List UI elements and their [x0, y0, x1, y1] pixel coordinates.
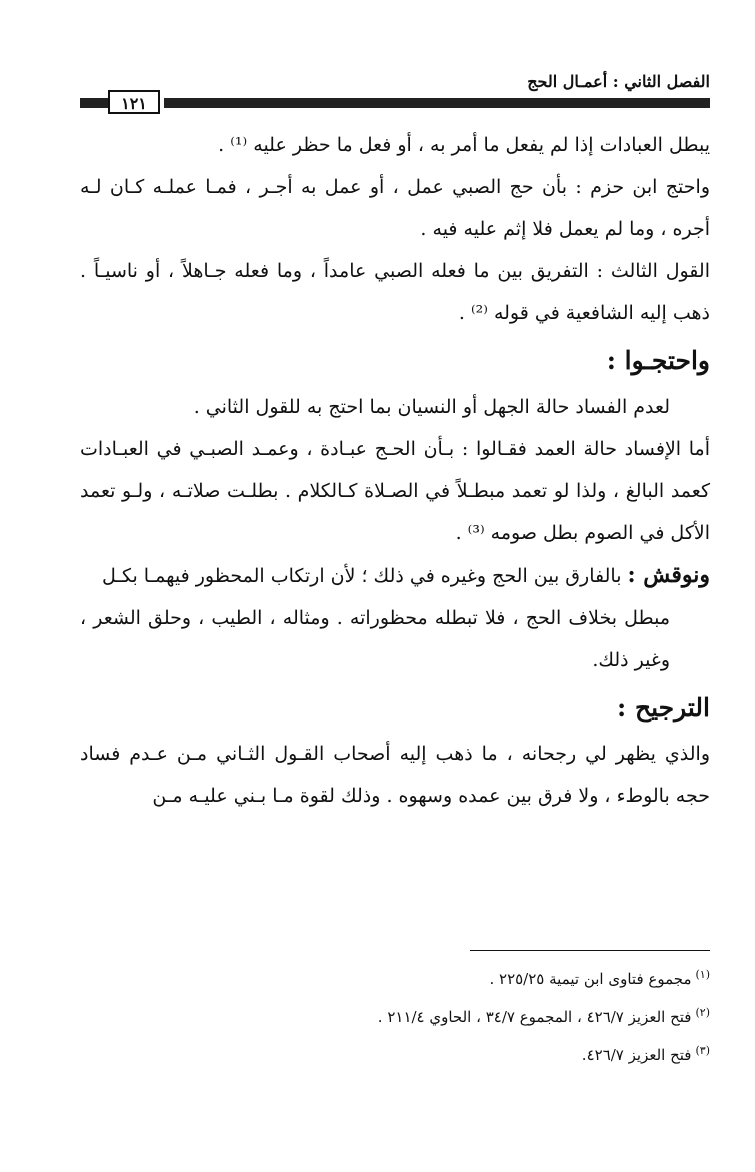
footnote-number: (١): [695, 968, 710, 981]
page-number: ١٢١: [108, 90, 160, 114]
section-heading: واحتجـوا :: [606, 346, 710, 375]
paragraph: واحتج ابن حزم : بأن حج الصبي عمل ، أو عمل به أجـر ، فمـا عملـه كـان لـه أجره ، وما لم يعمل فلا إثم عليه فيه .: [80, 176, 710, 240]
paragraph-lead: ونوقش :: [627, 562, 710, 588]
footnote: [200, 1034, 710, 1072]
footnote-divider: [470, 950, 710, 951]
paragraph: القول الثالث : التفريق بين ما فعله الصبي عامداً ، وما فعله جـاهلاً ، أو ناسيـاً . ذهب إليه الشافعية في قوله ⁽²⁾ .: [80, 260, 710, 324]
footnote-text: مجموع فتاوى ابن تيمية ٢٢٥/٢٥ .: [489, 970, 692, 988]
footnote-text: فتح العزيز ٤٢٦/٧ ، المجموع ٣٤/٧ ، الحاوي ٢١١/٤ .: [377, 1008, 692, 1026]
footnote: [200, 996, 710, 1034]
paragraph: مبطل بخلاف الحج ، فلا تبطله محظوراته . ومثاله ، الطيب ، وحلق الشعر ، وغير ذلك.: [80, 607, 670, 671]
paragraph-text: بالفارق بين الحج وغيره في ذلك ؛ لأن ارتكاب المحظور فيهمـا بكـل: [102, 565, 628, 587]
header-rule: [80, 94, 710, 114]
footnote: [200, 958, 710, 996]
page-body: [80, 124, 710, 817]
paragraph: والذي يظهر لي رجحانه ، ما ذهب إليه أصحاب القـول الثـاني مـن عـدم فساد حجه بالوطء ، ولا فرق بين عمده وسهوه . وذلك لقوة مـا بـني عليـه مـن: [80, 743, 710, 807]
footnotes: [200, 958, 710, 1072]
footnote-number: (٣): [695, 1044, 710, 1057]
section-heading: الترجيح :: [617, 693, 710, 722]
paragraph: أما الإفساد حالة العمد فقـالوا : بـأن الحـج عبـادة ، وعمـد الصبـي في العبـادات كعمد البالغ ، ولذا لو تعمد مبطـلاً في الصـلاة كـالكلام . بطلـت صلاتـه ، ولـو تعمد الأكل في الصوم بطل صومه ⁽³⁾ .: [80, 438, 710, 544]
paragraph: يبطل العبادات إذا لم يفعل ما أمر به ، أو فعل ما حظر عليه ⁽¹⁾ .: [218, 134, 710, 156]
chapter-header: الفصل الثاني : أعمـال الحج: [527, 72, 710, 91]
paragraph: لعدم الفساد حالة الجهل أو النسيان بما احتج به للقول الثاني .: [193, 396, 670, 418]
footnote-text: فتح العزيز ٤٢٦/٧.: [581, 1046, 692, 1064]
paragraph: [80, 554, 710, 597]
footnote-number: (٢): [695, 1006, 710, 1019]
